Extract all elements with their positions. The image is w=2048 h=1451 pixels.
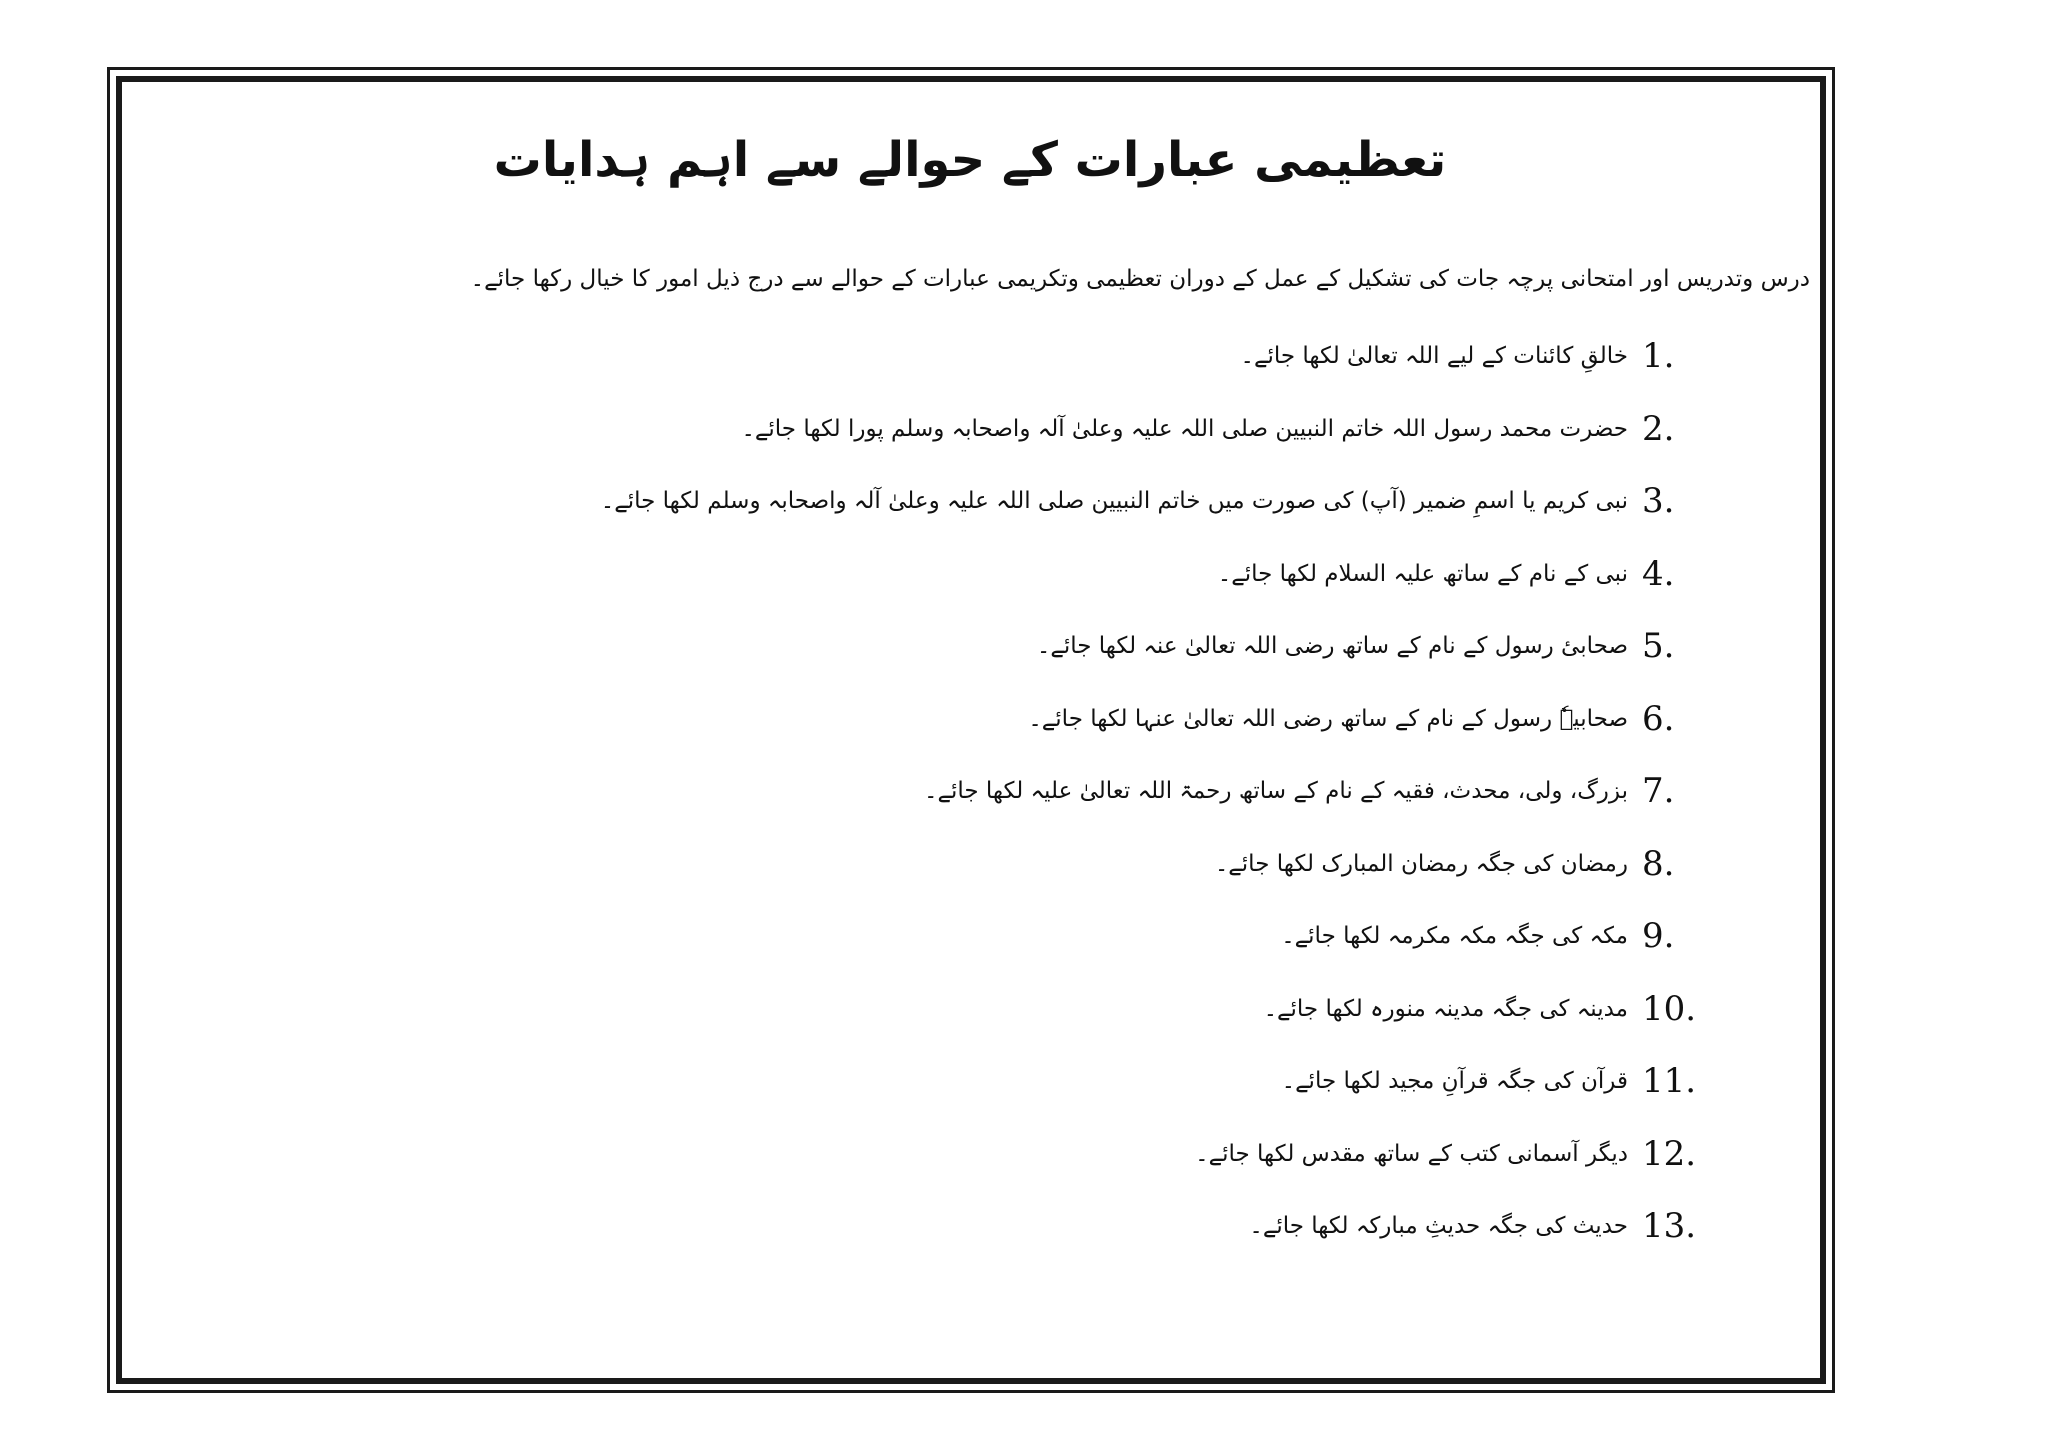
guideline-item	[600, 465, 1700, 538]
guideline-number: 6.	[1642, 698, 1675, 739]
guideline-text: خالقِ کائنات کے لیے اللہ تعالیٰ لکھا جائے۔	[1240, 343, 1628, 370]
guideline-number: 7.	[1642, 771, 1675, 812]
guideline-number: 1.	[1642, 336, 1675, 377]
guideline-text: مکہ کی جگہ مکہ مکرمہ لکھا جائے۔	[1281, 923, 1628, 950]
guideline-item	[600, 393, 1700, 466]
guideline-item	[600, 900, 1700, 973]
guideline-text: نبی کے نام کے ساتھ علیہ السلام لکھا جائے۔	[1217, 560, 1628, 587]
guideline-number: 12.	[1642, 1133, 1697, 1174]
guideline-text: صحابیہٗ رسول کے نام کے ساتھ رضی اللہ تعالیٰ عنہا لکھا جائے۔	[1028, 705, 1628, 732]
guideline-item	[600, 683, 1700, 756]
guideline-number: 2.	[1642, 408, 1675, 449]
intro-paragraph: درس وتدریس اور امتحانی پرچہ جات کی تشکیل کے عمل کے دوران تعظیمی وتکریمی عبارات کے حوالے سے درج ذیل امور کا خیال رکھا جائے۔	[470, 266, 1810, 292]
guideline-number: 13.	[1642, 1206, 1697, 1247]
guideline-number: 4.	[1642, 553, 1675, 594]
guideline-text: نبی کریم یا اسمِ ضمیر (آپ) کی صورت میں خاتم النبیین صلی اللہ علیہ وعلیٰ آلہ واصحابہ وسلم لکھا جائے۔	[600, 488, 1628, 515]
guideline-text: بزرگ، ولی، محدث، فقیہ کے نام کے ساتھ رحمۃ اللہ تعالیٰ علیہ لکھا جائے۔	[924, 778, 1628, 805]
guideline-item	[600, 1190, 1700, 1263]
guideline-number: 5.	[1642, 626, 1675, 667]
guideline-number: 8.	[1642, 843, 1675, 884]
guideline-text: مدینہ کی جگہ مدینہ منورہ لکھا جائے۔	[1263, 995, 1628, 1022]
guideline-text: دیگر آسمانی کتب کے ساتھ مقدس لکھا جائے۔	[1195, 1140, 1628, 1167]
guideline-number: 9.	[1642, 916, 1675, 957]
guideline-text: رمضان کی جگہ رمضان المبارک لکھا جائے۔	[1214, 850, 1628, 877]
guideline-number: 3.	[1642, 481, 1675, 522]
guideline-text: حضرت محمد رسول اللہ خاتم النبیین صلی اللہ علیہ وعلیٰ آلہ واصحابہ وسلم پورا لکھا جائے۔	[741, 415, 1628, 442]
guideline-item	[600, 538, 1700, 611]
guideline-text: صحابیٔ رسول کے نام کے ساتھ رضی اللہ تعالیٰ عنہ لکھا جائے۔	[1036, 633, 1628, 660]
guideline-item	[600, 610, 1700, 683]
guideline-item	[600, 828, 1700, 901]
guideline-number: 10.	[1642, 988, 1697, 1029]
guideline-text: حدیث کی جگہ حدیثِ مبارکہ لکھا جائے۔	[1249, 1213, 1628, 1240]
guideline-item	[600, 1118, 1700, 1191]
guideline-list	[600, 320, 1700, 1263]
guideline-item	[600, 973, 1700, 1046]
guideline-item	[600, 1045, 1700, 1118]
guideline-number: 11.	[1642, 1061, 1697, 1102]
guideline-item	[600, 320, 1700, 393]
guideline-text: قرآن کی جگہ قرآنِ مجید لکھا جائے۔	[1281, 1068, 1628, 1095]
guideline-item	[600, 755, 1700, 828]
page-title: تعظیمی عبارات کے حوالے سے اہم ہدایات	[493, 132, 1447, 188]
